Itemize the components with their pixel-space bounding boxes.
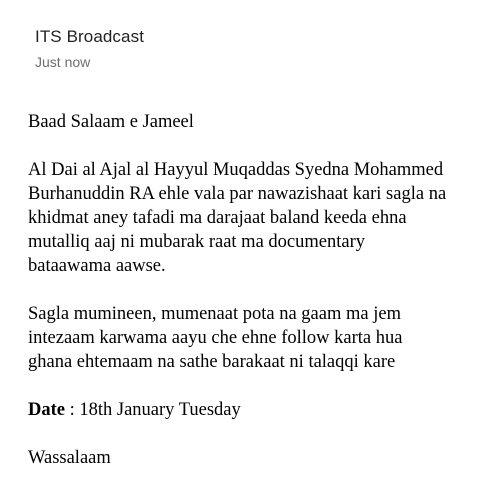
greeting-text: Baad Salaam e Jameel [28, 112, 194, 132]
message-body [28, 110, 477, 470]
paragraph-1-line: bataawama aawse. [28, 256, 166, 276]
closing-text: Wassalaam [28, 448, 111, 468]
paragraph-2-line: ghana ehtemaam na sathe barakaat ni talaqqi kare [28, 352, 396, 372]
paragraph-1-line: mutalliq aaj ni mubarak raat ma documentary [28, 232, 365, 252]
paragraph-2 [28, 302, 477, 374]
paragraph-1 [28, 158, 477, 278]
paragraph-1-line: Al Dai al Ajal al Hayyul Muqaddas Syedna Mohammed [28, 160, 444, 180]
app-name: ITS Broadcast [35, 27, 145, 46]
date-label: Date [28, 400, 65, 420]
date-value: : 18th January Tuesday [64, 400, 241, 420]
paragraph-1-line: khidmat aney tafadi ma darajaat baland keeda ehna [28, 208, 407, 228]
timestamp: Just now [35, 54, 91, 70]
paragraph-1-line: Burhanuddin RA ehle vala par nawazishaat kari sagla na [28, 184, 447, 204]
date-line [28, 398, 477, 422]
paragraph-2-line: Sagla mumineen, mumenaat pota na gaam ma jem [28, 304, 401, 324]
paragraph-2-line: intezaam karwama aayu che ehne follow karta hua [28, 328, 403, 348]
notification-header [35, 26, 477, 71]
